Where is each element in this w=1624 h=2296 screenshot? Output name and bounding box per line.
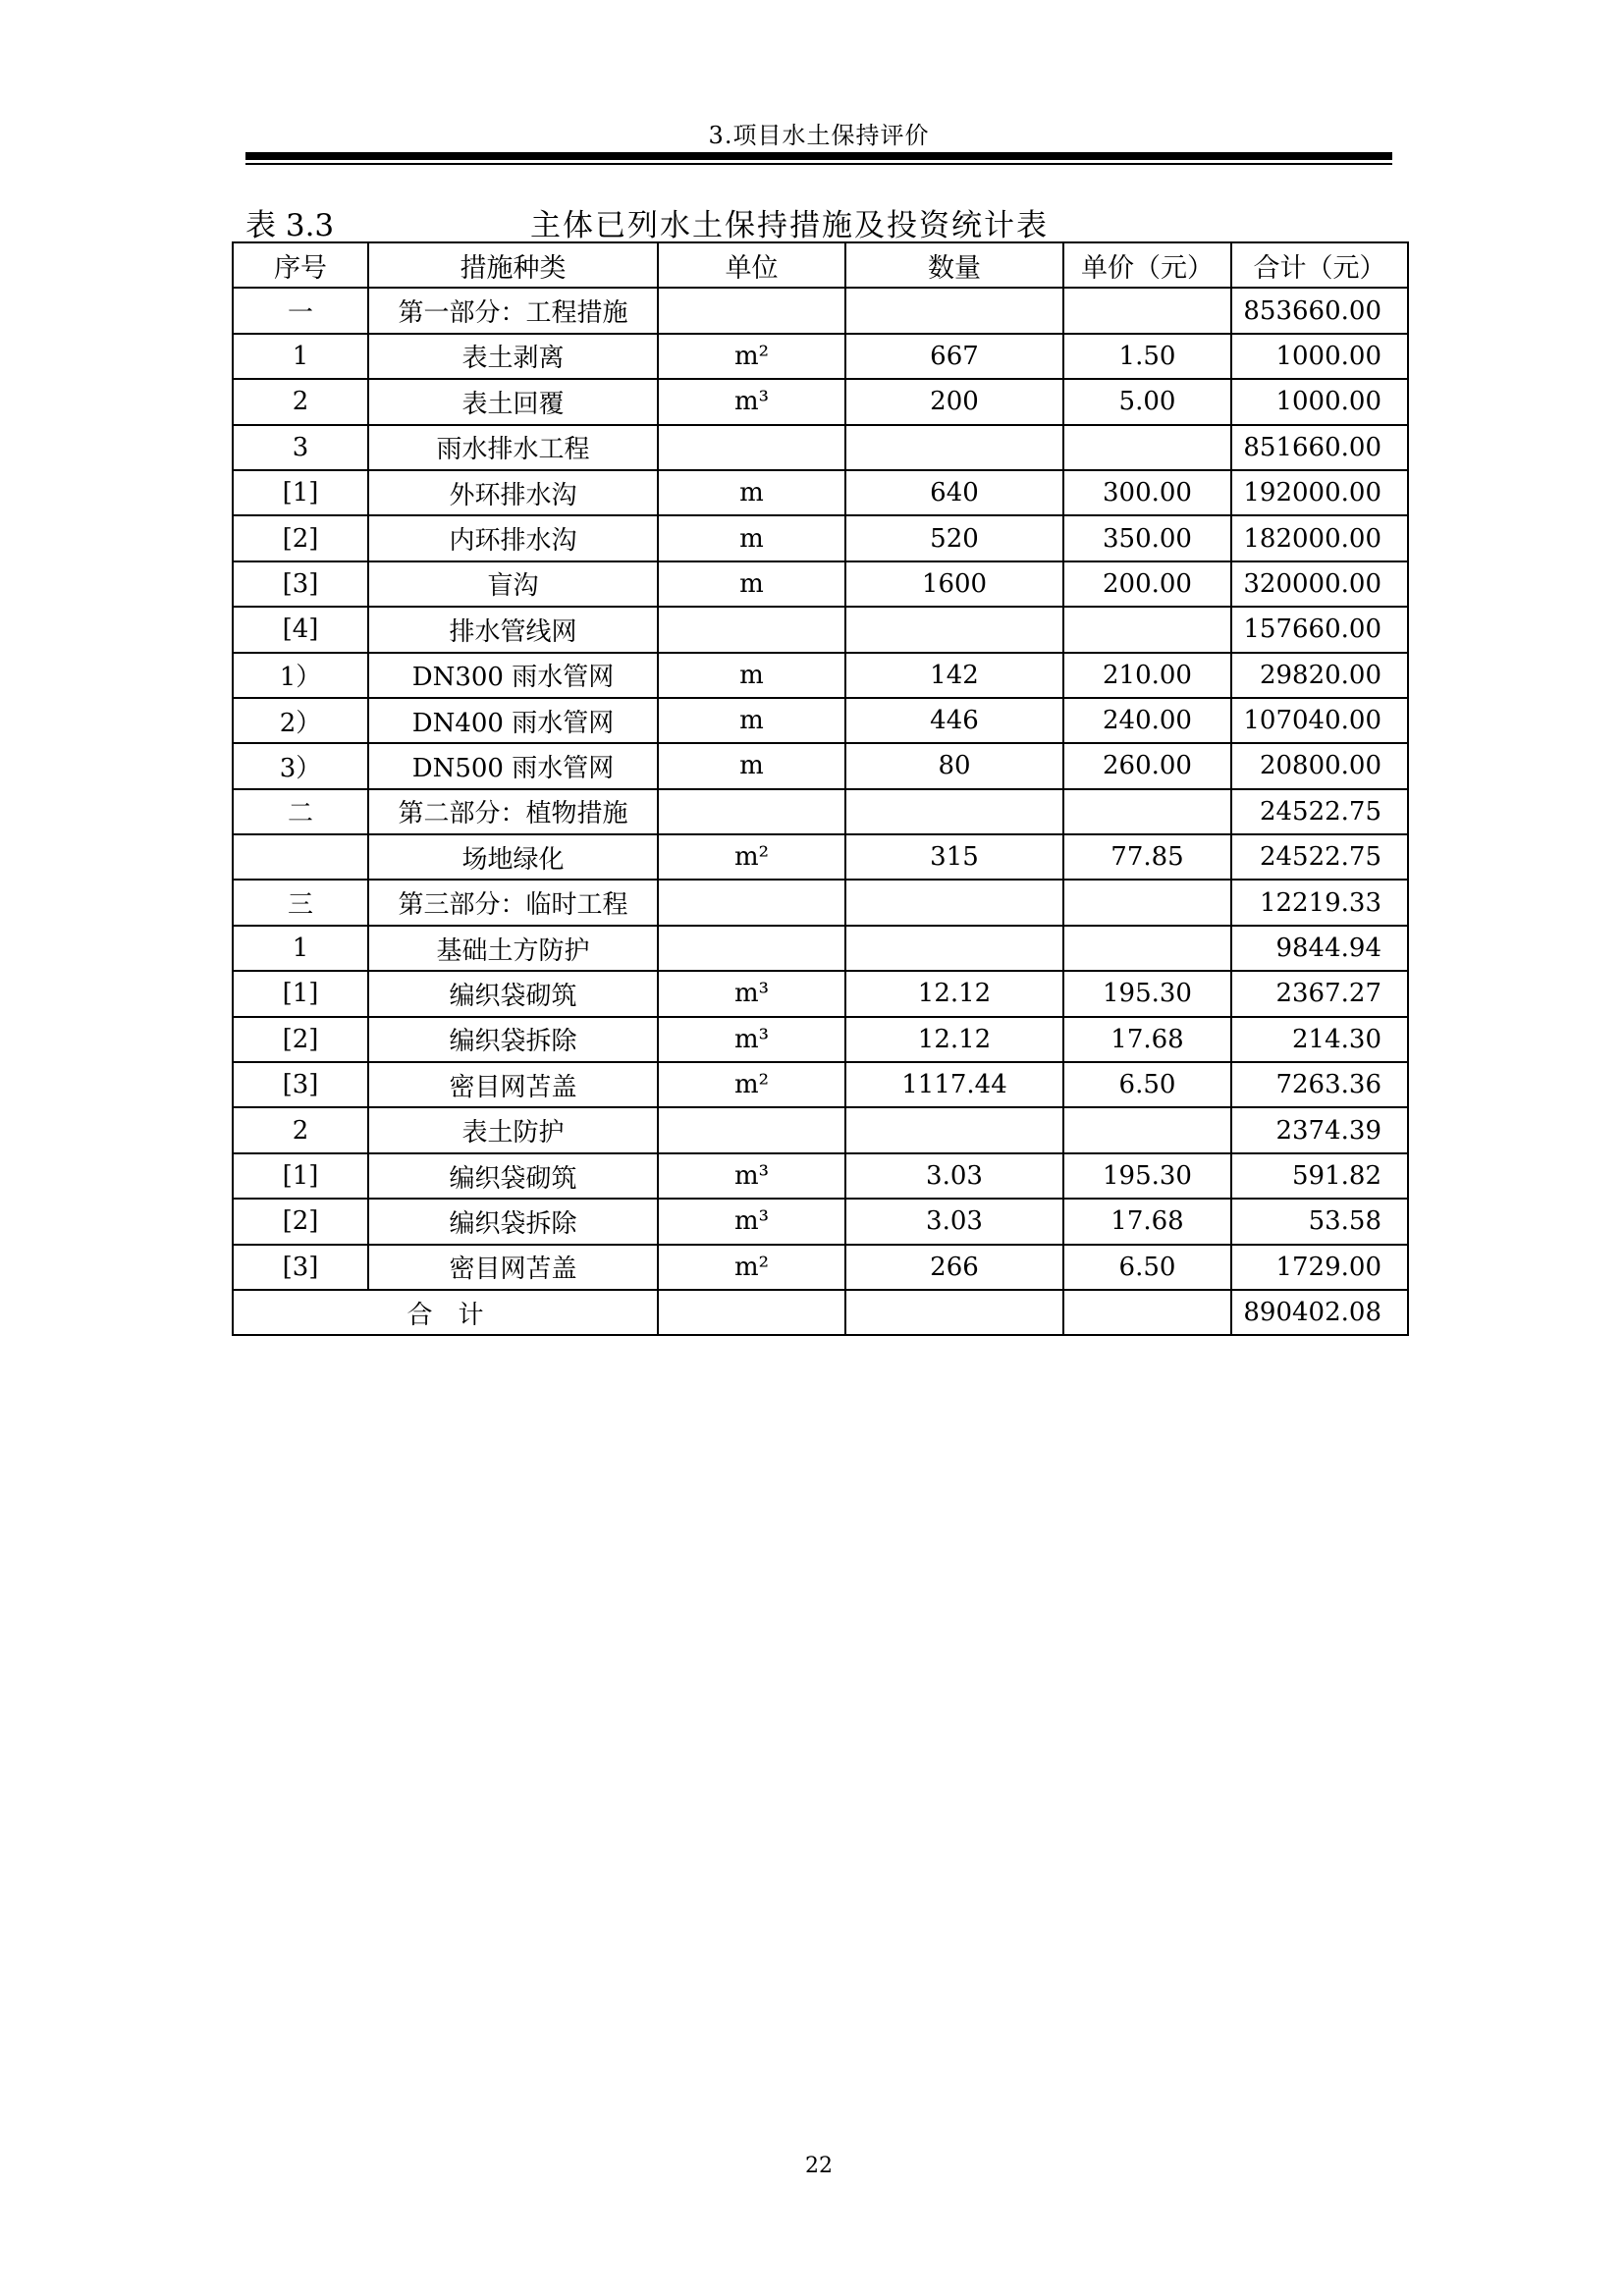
quantity-cell: 640 xyxy=(845,470,1063,515)
quantity-cell: 142 xyxy=(845,653,1063,698)
row-index-cell: [1] xyxy=(233,1153,368,1199)
column-header: 单价（元） xyxy=(1063,242,1231,288)
row-index-cell: [1] xyxy=(233,971,368,1016)
total-value: 890402.08 xyxy=(1231,1290,1408,1335)
table-row xyxy=(233,1107,1408,1152)
table-row xyxy=(233,1245,1408,1290)
unit-price-cell: 5.00 xyxy=(1063,379,1231,424)
row-total-cell: 53.58 xyxy=(1231,1199,1408,1244)
quantity-cell: 1600 xyxy=(845,561,1063,607)
measure-type-cell: 排水管线网 xyxy=(368,607,658,652)
row-total-cell: 29820.00 xyxy=(1231,653,1408,698)
measure-type-cell: 第二部分：植物措施 xyxy=(368,789,658,834)
column-header: 合计（元） xyxy=(1231,242,1408,288)
unit-cell xyxy=(658,288,845,333)
quantity-cell: 3.03 xyxy=(845,1199,1063,1244)
row-total-cell: 192000.00 xyxy=(1231,470,1408,515)
table-row xyxy=(233,1062,1408,1107)
quantity-cell: 1117.44 xyxy=(845,1062,1063,1107)
quantity-cell: 446 xyxy=(845,698,1063,743)
unit-cell: m² xyxy=(658,834,845,880)
table-row xyxy=(233,743,1408,788)
unit-price-cell xyxy=(1063,789,1231,834)
row-index-cell: 1 xyxy=(233,926,368,971)
row-index-cell: [2] xyxy=(233,1017,368,1062)
quantity-cell xyxy=(845,607,1063,652)
unit-price-cell: 1.50 xyxy=(1063,334,1231,379)
unit-price-cell xyxy=(1063,607,1231,652)
quantity-cell: 12.12 xyxy=(845,971,1063,1016)
unit-price-cell: 300.00 xyxy=(1063,470,1231,515)
unit-price-cell xyxy=(1063,1107,1231,1152)
quantity-cell: 667 xyxy=(845,334,1063,379)
measure-type-cell: 编织袋拆除 xyxy=(368,1017,658,1062)
row-index-cell: [3] xyxy=(233,1062,368,1107)
table-row xyxy=(233,926,1408,971)
quantity-cell: 266 xyxy=(845,1245,1063,1290)
row-total-cell: 1000.00 xyxy=(1231,334,1408,379)
table-row xyxy=(233,425,1408,470)
column-header: 措施种类 xyxy=(368,242,658,288)
header-rule-thick xyxy=(245,152,1392,160)
table-number: 表 3.3 xyxy=(245,208,335,243)
row-total-cell: 320000.00 xyxy=(1231,561,1408,607)
unit-price-cell: 6.50 xyxy=(1063,1245,1231,1290)
row-index-cell: 1 xyxy=(233,334,368,379)
unit-cell: m³ xyxy=(658,1017,845,1062)
quantity-cell: 200 xyxy=(845,379,1063,424)
unit-cell: m xyxy=(658,698,845,743)
running-header: 3.项目水土保持评价 xyxy=(708,122,930,149)
total-quantity xyxy=(845,1290,1063,1335)
measure-type-cell: 场地绿化 xyxy=(368,834,658,880)
measure-type-cell: 编织袋砌筑 xyxy=(368,971,658,1016)
table-body xyxy=(233,288,1408,1290)
unit-cell: m³ xyxy=(658,971,845,1016)
table-row xyxy=(233,653,1408,698)
unit-cell xyxy=(658,1107,845,1152)
unit-price-cell xyxy=(1063,880,1231,925)
measure-type-cell: DN400 雨水管网 xyxy=(368,698,658,743)
measure-type-cell: DN300 雨水管网 xyxy=(368,653,658,698)
header-rule-thin xyxy=(245,163,1392,165)
row-index-cell: [1] xyxy=(233,470,368,515)
unit-cell: m² xyxy=(658,1245,845,1290)
unit-price-cell: 77.85 xyxy=(1063,834,1231,880)
table-row xyxy=(233,1199,1408,1244)
row-index-cell: 一 xyxy=(233,288,368,333)
unit-cell: m³ xyxy=(658,379,845,424)
table-row xyxy=(233,515,1408,561)
quantity-cell xyxy=(845,926,1063,971)
measure-type-cell: 内环排水沟 xyxy=(368,515,658,561)
unit-cell: m³ xyxy=(658,1199,845,1244)
unit-cell: m xyxy=(658,470,845,515)
measure-type-cell: 表土防护 xyxy=(368,1107,658,1152)
column-header: 序号 xyxy=(233,242,368,288)
investment-table xyxy=(232,241,1409,1336)
quantity-cell: 80 xyxy=(845,743,1063,788)
row-total-cell: 24522.75 xyxy=(1231,789,1408,834)
row-index-cell: 二 xyxy=(233,789,368,834)
row-total-cell: 157660.00 xyxy=(1231,607,1408,652)
table-row xyxy=(233,971,1408,1016)
total-unit-price xyxy=(1063,1290,1231,1335)
unit-cell xyxy=(658,425,845,470)
quantity-cell xyxy=(845,789,1063,834)
unit-cell xyxy=(658,880,845,925)
row-total-cell: 591.82 xyxy=(1231,1153,1408,1199)
unit-cell xyxy=(658,926,845,971)
unit-price-cell: 6.50 xyxy=(1063,1062,1231,1107)
row-index-cell: [2] xyxy=(233,515,368,561)
table-row xyxy=(233,834,1408,880)
row-total-cell: 214.30 xyxy=(1231,1017,1408,1062)
table-row xyxy=(233,880,1408,925)
table-row xyxy=(233,288,1408,333)
total-unit xyxy=(658,1290,845,1335)
table-row xyxy=(233,1153,1408,1199)
row-total-cell: 182000.00 xyxy=(1231,515,1408,561)
table-row xyxy=(233,789,1408,834)
quantity-cell xyxy=(845,425,1063,470)
measure-type-cell: 密目网苫盖 xyxy=(368,1062,658,1107)
measure-type-cell: 密目网苫盖 xyxy=(368,1245,658,1290)
table-row xyxy=(233,470,1408,515)
unit-price-cell: 195.30 xyxy=(1063,971,1231,1016)
column-header: 数量 xyxy=(845,242,1063,288)
table-caption xyxy=(245,200,1392,243)
table-row xyxy=(233,561,1408,607)
table-row xyxy=(233,334,1408,379)
table-row xyxy=(233,1017,1408,1062)
unit-price-cell: 17.68 xyxy=(1063,1017,1231,1062)
table-row xyxy=(233,379,1408,424)
row-index-cell: 三 xyxy=(233,880,368,925)
total-row xyxy=(233,1290,1408,1335)
table-header-row xyxy=(233,242,1408,288)
row-total-cell: 851660.00 xyxy=(1231,425,1408,470)
unit-price-cell xyxy=(1063,288,1231,333)
measure-type-cell: 第三部分：临时工程 xyxy=(368,880,658,925)
row-total-cell: 1729.00 xyxy=(1231,1245,1408,1290)
row-total-cell: 20800.00 xyxy=(1231,743,1408,788)
row-index-cell: 3 xyxy=(233,425,368,470)
measure-type-cell: 表土回覆 xyxy=(368,379,658,424)
row-total-cell: 9844.94 xyxy=(1231,926,1408,971)
quantity-cell xyxy=(845,880,1063,925)
unit-cell: m xyxy=(658,653,845,698)
table-title: 主体已列水土保持措施及投资统计表 xyxy=(530,208,1049,243)
table-row xyxy=(233,698,1408,743)
unit-price-cell: 210.00 xyxy=(1063,653,1231,698)
quantity-cell xyxy=(845,1107,1063,1152)
row-index-cell: [4] xyxy=(233,607,368,652)
row-total-cell: 24522.75 xyxy=(1231,834,1408,880)
row-index-cell xyxy=(233,834,368,880)
unit-cell: m xyxy=(658,743,845,788)
quantity-cell xyxy=(845,288,1063,333)
measure-type-cell: 基础土方防护 xyxy=(368,926,658,971)
measure-type-cell: 盲沟 xyxy=(368,561,658,607)
row-index-cell: 2 xyxy=(233,379,368,424)
total-label: 合 计 xyxy=(233,1290,658,1335)
row-total-cell: 7263.36 xyxy=(1231,1062,1408,1107)
unit-price-cell xyxy=(1063,425,1231,470)
row-index-cell: [3] xyxy=(233,1245,368,1290)
column-header: 单位 xyxy=(658,242,845,288)
row-index-cell: 2） xyxy=(233,698,368,743)
row-total-cell: 1000.00 xyxy=(1231,379,1408,424)
page-number: 22 xyxy=(805,2154,833,2178)
unit-cell xyxy=(658,789,845,834)
row-total-cell: 107040.00 xyxy=(1231,698,1408,743)
row-total-cell: 2367.27 xyxy=(1231,971,1408,1016)
measure-type-cell: 雨水排水工程 xyxy=(368,425,658,470)
quantity-cell: 12.12 xyxy=(845,1017,1063,1062)
quantity-cell: 315 xyxy=(845,834,1063,880)
unit-cell: m xyxy=(658,515,845,561)
row-index-cell: [2] xyxy=(233,1199,368,1244)
unit-cell: m³ xyxy=(658,1153,845,1199)
unit-cell: m² xyxy=(658,1062,845,1107)
row-total-cell: 2374.39 xyxy=(1231,1107,1408,1152)
quantity-cell: 3.03 xyxy=(845,1153,1063,1199)
row-total-cell: 853660.00 xyxy=(1231,288,1408,333)
table-row xyxy=(233,607,1408,652)
measure-type-cell: 外环排水沟 xyxy=(368,470,658,515)
unit-price-cell: 17.68 xyxy=(1063,1199,1231,1244)
unit-cell: m xyxy=(658,561,845,607)
measure-type-cell: DN500 雨水管网 xyxy=(368,743,658,788)
unit-price-cell: 350.00 xyxy=(1063,515,1231,561)
unit-price-cell: 240.00 xyxy=(1063,698,1231,743)
measure-type-cell: 编织袋砌筑 xyxy=(368,1153,658,1199)
unit-cell: m² xyxy=(658,334,845,379)
unit-cell xyxy=(658,607,845,652)
row-total-cell: 12219.33 xyxy=(1231,880,1408,925)
unit-price-cell: 200.00 xyxy=(1063,561,1231,607)
unit-price-cell xyxy=(1063,926,1231,971)
row-index-cell: 1） xyxy=(233,653,368,698)
measure-type-cell: 表土剥离 xyxy=(368,334,658,379)
row-index-cell: 2 xyxy=(233,1107,368,1152)
row-index-cell: [3] xyxy=(233,561,368,607)
unit-price-cell: 195.30 xyxy=(1063,1153,1231,1199)
measure-type-cell: 编织袋拆除 xyxy=(368,1199,658,1244)
unit-price-cell: 260.00 xyxy=(1063,743,1231,788)
row-index-cell: 3） xyxy=(233,743,368,788)
measure-type-cell: 第一部分：工程措施 xyxy=(368,288,658,333)
quantity-cell: 520 xyxy=(845,515,1063,561)
